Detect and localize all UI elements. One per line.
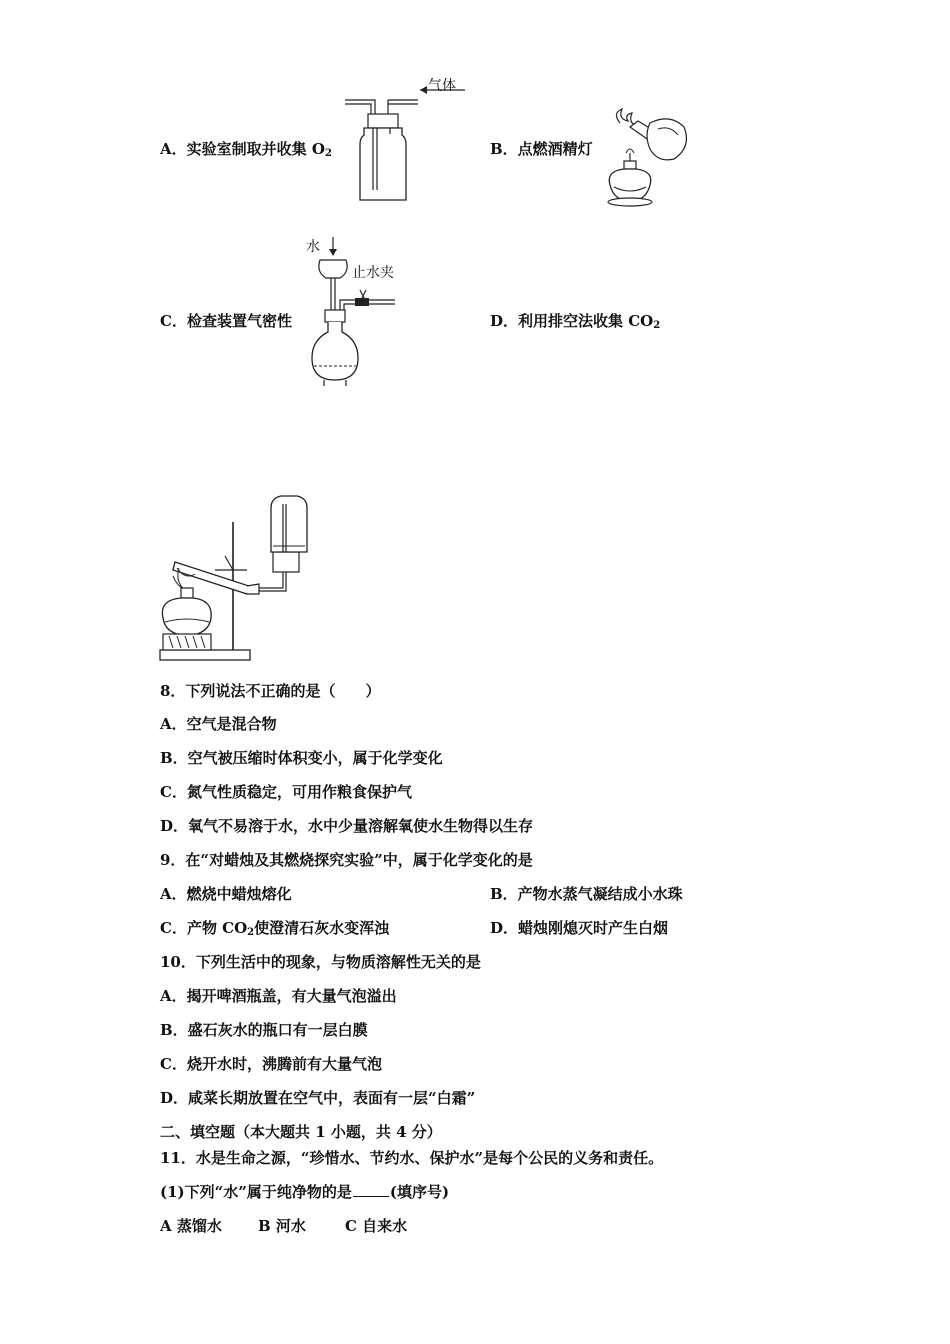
heating-apparatus-figure: [155, 490, 325, 665]
option-7a: A．实验室制取并收集 $O_2$: [160, 140, 332, 159]
q8-option-a: A．空气是混合物: [160, 715, 277, 733]
q10-option-b: B．盛石灰水的瓶口有一层白膜: [160, 1021, 368, 1039]
water-label: 水: [306, 239, 320, 255]
q8-stem: 8．下列说法不正确的是（ ）: [160, 682, 381, 700]
option-7d: D．利用排空法收集 $CO_2$: [490, 312, 661, 331]
q11-choice-a: A 蒸馏水: [160, 1217, 222, 1235]
q9-option-a: A．燃烧中蜡烛熔化: [160, 885, 292, 903]
q10-option-c: C．烧开水时，沸腾前有大量气泡: [160, 1055, 382, 1073]
q9-stem: 9．在“对蜡烛及其燃烧探究实验”中，属于化学变化的是: [160, 851, 533, 869]
q11-stem: 11．水是生命之源，“珍惜水、节约水、保护水”是每个公民的义务和责任。: [160, 1149, 664, 1167]
answer-blank[interactable]: [353, 1184, 389, 1197]
q11-sub1: (1)下列“水”属于纯净物的是 (填序号): [160, 1183, 450, 1201]
q8-option-c: C．氮气性质稳定，可用作粮食保护气: [160, 783, 412, 801]
airtight-check-figure: [300, 232, 410, 392]
q10-option-a: A．揭开啤酒瓶盖，有大量气泡溢出: [160, 987, 397, 1005]
clamp-label: 止水夹: [352, 265, 394, 281]
q8-option-d: D．氧气不易溶于水，水中少量溶解氧使水生物得以生存: [160, 817, 534, 835]
q9-option-c: C．产物 $CO_2$使澄清石灰水变浑浊: [160, 919, 390, 938]
q10-stem: 10．下列生活中的现象，与物质溶解性无关的是: [160, 953, 481, 971]
option-7b: B．点燃酒精灯: [490, 140, 593, 158]
gas-bottle-figure: [340, 70, 480, 210]
q8-option-b: B．空气被压缩时体积变小，属于化学变化: [160, 749, 443, 767]
q10-option-d: D．咸菜长期放置在空气中，表面有一层“白霜”: [160, 1089, 476, 1107]
q11-choice-b: B 河水: [258, 1217, 306, 1235]
q9-option-d: D．蜡烛刚熄灭时产生白烟: [490, 919, 669, 937]
alcohol-lamp-figure: [600, 105, 695, 210]
q9-option-b: B．产物水蒸气凝结成小水珠: [490, 885, 683, 903]
option-7c: C．检查装置气密性: [160, 312, 292, 330]
section-heading: 二、填空题（本大题共 1 小题，共 4 分）: [160, 1123, 442, 1141]
q11-choice-c: C 自来水: [345, 1217, 408, 1235]
gas-label: 气体: [428, 78, 456, 94]
